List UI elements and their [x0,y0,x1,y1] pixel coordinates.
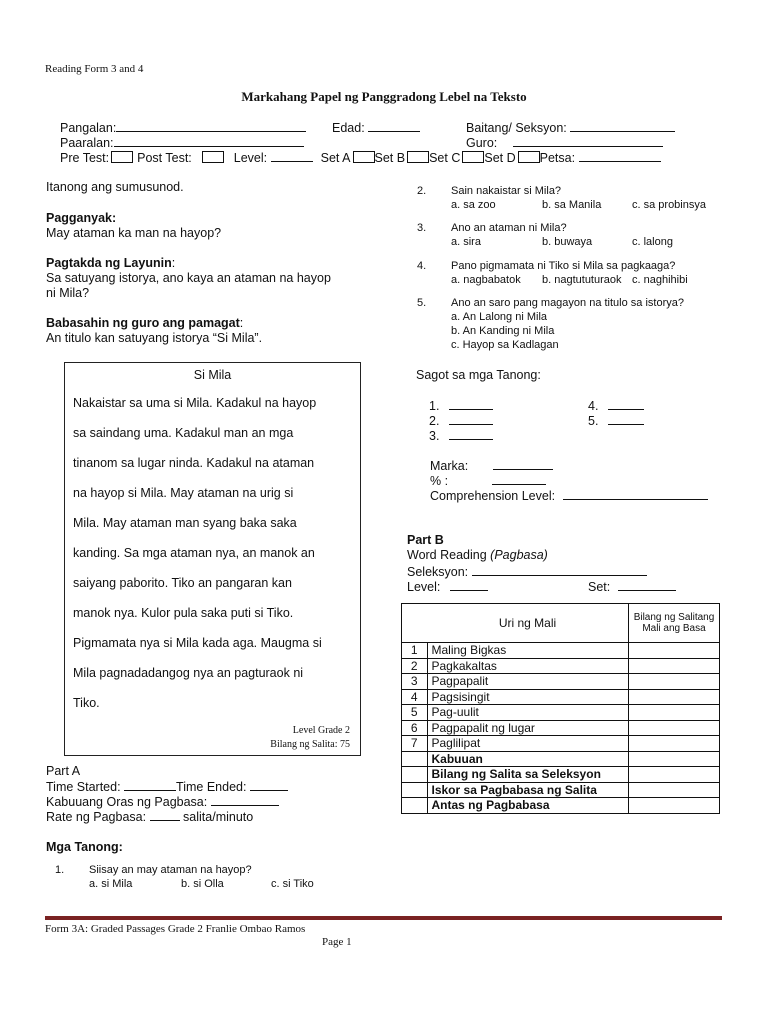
footer-rule [45,916,722,920]
total-label: Kabuuan [427,751,629,767]
row-number: 7 [402,736,428,752]
choice: a. nagbabatok [451,274,521,286]
word-reading-label: Word Reading [407,548,487,562]
edad-field[interactable] [332,120,420,135]
answer-number: 4. [588,399,599,413]
total-label: Antas ng Pagbabasa [427,798,629,814]
pamagat-heading-wrap: Babasahin ng guro ang pamagat: [46,316,244,330]
level-row[interactable] [407,579,488,594]
row-count-cell[interactable] [629,658,720,674]
marka-label: Marka: [430,459,469,473]
answer-number: 2. [429,414,440,428]
set-a-label: Set A [320,151,351,165]
rate-row [46,809,253,824]
choice: a. sa zoo [451,199,496,211]
kabuuang-label: Kabuuang Oras ng Pagbasa: [46,795,208,809]
passage-line: manok nya. Kulor pula saka puti si Tiko. [73,606,294,620]
question-text: Ano an ataman ni Mila? [451,222,567,234]
answer-3[interactable] [429,428,493,443]
choice: b. si Olla [181,878,224,890]
comprehension-row[interactable] [430,488,708,503]
level-label: Level: [233,151,268,165]
row-label: Pagsisingit [427,689,629,705]
choice: a. An Lalong ni Mila [451,311,548,323]
total-row [402,751,720,767]
choice: b. sa Manila [542,199,602,211]
question-number: 3. [417,222,427,234]
part-b-title: Part B [407,533,444,547]
choice: b. buwaya [542,236,593,248]
baitang-label: Baitang/ Seksyon: [466,121,567,135]
posttest-label: Post Test: [137,151,192,165]
set-c-label: Set C [429,151,461,165]
answer-5[interactable] [588,413,644,428]
question-text: Siisay an may ataman na hayop? [89,864,252,876]
table-header-type: Uri ng Mali [427,604,629,643]
set-d-label: Set D [484,151,516,165]
choice: c. lalong [632,236,673,248]
time-started-label: Time Started: [46,780,121,794]
question-text: Sain nakaistar si Mila? [451,185,562,197]
row-number [402,751,428,767]
passage-line: Nakaistar sa uma si Mila. Kadakul na hayop [73,396,317,410]
rate-unit: salita/minuto [183,810,254,824]
passage-line: Mila. May ataman man syang baka saka [73,516,297,530]
row-number [402,798,428,814]
row-label: Pag-uulit [427,705,629,721]
answer-number: 5. [588,414,599,428]
passage-title: Si Mila [193,368,232,382]
total-cell[interactable] [629,751,720,767]
passage-line: Pigmamata nya si Mila kada aga. Maugma si [73,636,322,650]
row-number: 6 [402,720,428,736]
time-ended-blank[interactable] [250,779,288,791]
pangalan-field[interactable] [60,120,306,135]
table-row [402,643,720,659]
choice: a. si Mila [89,878,133,890]
petsa-label: Petsa: [539,151,576,165]
pamagat-text: An titulo kan satuyang istorya “Si Mila”. [46,331,263,345]
choice: a. sira [451,236,481,248]
total-label: Bilang ng Salita sa Seleksyon [427,767,629,783]
kabuuang-blank[interactable] [211,794,279,806]
total-cell[interactable] [629,767,720,783]
row-number [402,782,428,798]
row-count-cell[interactable] [629,689,720,705]
total-row [402,782,720,798]
answer-number: 1. [429,399,440,413]
set-row[interactable] [588,579,676,594]
passage-line: tinanom sa lugar ninda. Kadakul na ataman [73,456,315,470]
answer-1[interactable] [429,398,493,413]
total-cell[interactable] [629,782,720,798]
seleksyon-label: Seleksyon: [407,565,469,579]
answer-number: 3. [429,429,440,443]
row-count-cell[interactable] [629,674,720,690]
pagbasa-label: (Pagbasa) [490,548,548,562]
pretest-checkbox[interactable] [111,151,133,163]
choice: b. nagtututuraok [542,274,622,286]
time-ended-label: Time Ended: [176,780,247,794]
choice: c. naghihibi [632,274,688,286]
row-label: Paglilipat [427,736,629,752]
time-started-blank[interactable] [124,779,176,791]
time-row [46,779,288,794]
table-row [402,658,720,674]
total-label: Iskor sa Pagbabasa ng Salita [427,782,629,798]
level-label: Level: [407,580,441,594]
total-row [402,798,720,814]
row-number [402,767,428,783]
seleksyon-row[interactable] [407,564,647,579]
row-label: Pagkakaltas [427,658,629,674]
table-row [402,705,720,721]
passage-line: Tiko. [73,696,100,710]
set-label: Set: [588,580,611,594]
set-a-checkbox[interactable] [353,151,375,163]
posttest-checkbox[interactable] [202,151,224,163]
kabuuang-row [46,794,279,809]
comprehension-label: Comprehension Level: [430,489,556,503]
question-number: 2. [417,185,427,197]
level-blank[interactable] [271,150,313,162]
layunin-line-1: Sa satuyang istorya, ano kaya an ataman na hayop [46,271,331,285]
row-number: 1 [402,643,428,659]
answer-2[interactable] [429,413,493,428]
pangalan-label: Pangalan: [60,121,117,135]
choice: c. sa probinsya [632,199,706,211]
footer-text: Form 3A: Graded Passages Grade 2 Franlie Ombao Ramos [45,923,306,935]
page-number: Page 1 [322,936,352,948]
set-d-checkbox[interactable] [518,151,540,163]
layunin-heading: Pagtakda ng Layunin [46,256,172,270]
paaralan-label: Paaralan: [60,136,114,150]
table-row [402,674,720,690]
mga-tanong-heading: Mga Tanong: [46,840,123,854]
table-header-count: Bilang ng Salitang Mali ang Basa [629,604,720,643]
question-number: 5. [417,297,427,309]
baitang-field[interactable] [466,120,675,135]
pamagat-heading: Babasahin ng guro ang pamagat [46,316,240,330]
question-text: Ano an saro pang magayon na titulo sa istorya? [451,297,684,309]
pagganyak-heading: Pagganyak: [46,211,117,225]
passage-line: na hayop si Mila. May ataman na urig si [73,486,294,500]
percent-row[interactable] [430,473,546,488]
pretest-label: Pre Test: [60,151,110,165]
passage-level: Level Grade 2 [292,725,350,736]
question-number: 1. [55,864,65,876]
row-count-cell[interactable] [629,643,720,659]
row-number: 4 [402,689,428,705]
form-label: Reading Form 3 and 4 [45,63,144,75]
row-number: 3 [402,674,428,690]
row-label: Maling Bigkas [427,643,629,659]
passage-line: Mila pagnadadangog nya an pagturaok ni [73,666,304,680]
passage-word-count: Bilang ng Salita: 75 [270,739,350,750]
set-b-label: Set B [374,151,406,165]
row-count-cell[interactable] [629,705,720,721]
row-count-cell[interactable] [629,720,720,736]
row-label: Pagpapalit ng lugar [427,720,629,736]
marka-row[interactable] [430,458,553,473]
choice: c. si Tiko [271,878,314,890]
answers-title: Sagot sa mga Tanong: [416,368,541,382]
row-number: 2 [402,658,428,674]
pagganyak-question: May ataman ka man na hayop? [46,226,222,240]
question-text: Pano pigmamata ni Tiko si Mila sa pagkaaga? [451,260,676,272]
set-b-checkbox[interactable] [407,151,429,163]
edad-label: Edad: [332,121,365,135]
table-row [402,736,720,752]
answer-4[interactable] [588,398,644,413]
passage-line: saiyang paborito. Tiko an pangaran kan [73,576,292,590]
choice: c. Hayop sa Kadlagan [451,339,559,351]
page-title: Markahang Papel ng Panggradong Lebel na Teksto [241,89,527,104]
layunin-heading-wrap: Pagtakda ng Layunin: [46,256,176,270]
row-number: 5 [402,705,428,721]
paaralan-field[interactable] [60,135,304,150]
guro-field[interactable] [466,135,663,150]
table-row [402,720,720,736]
guro-label: Guro: [466,136,498,150]
question-number: 4. [417,260,427,272]
percent-label: % : [430,474,449,488]
table-row [402,689,720,705]
layunin-line-2: ni Mila? [46,286,90,300]
set-c-checkbox[interactable] [462,151,484,163]
part-a-title: Part A [46,764,81,778]
passage-line: kanding. Sa mga ataman nya, an manok an [73,546,315,560]
total-row [402,767,720,783]
header-spacer [402,604,428,643]
choice: b. An Kanding ni Mila [451,325,555,337]
rate-blank[interactable] [150,809,180,821]
passage-box [64,362,361,756]
petsa-blank[interactable] [579,150,661,162]
row-label: Pagpapalit [427,674,629,690]
test-row [60,150,661,165]
rate-label: Rate ng Pagbasa: [46,810,147,824]
total-cell[interactable] [629,798,720,814]
word-reading [407,548,548,562]
passage-line: sa saindang uma. Kadakul man an mga [73,426,294,440]
instruction: Itanong ang sumusunod. [46,180,184,194]
error-table [401,603,720,814]
row-count-cell[interactable] [629,736,720,752]
